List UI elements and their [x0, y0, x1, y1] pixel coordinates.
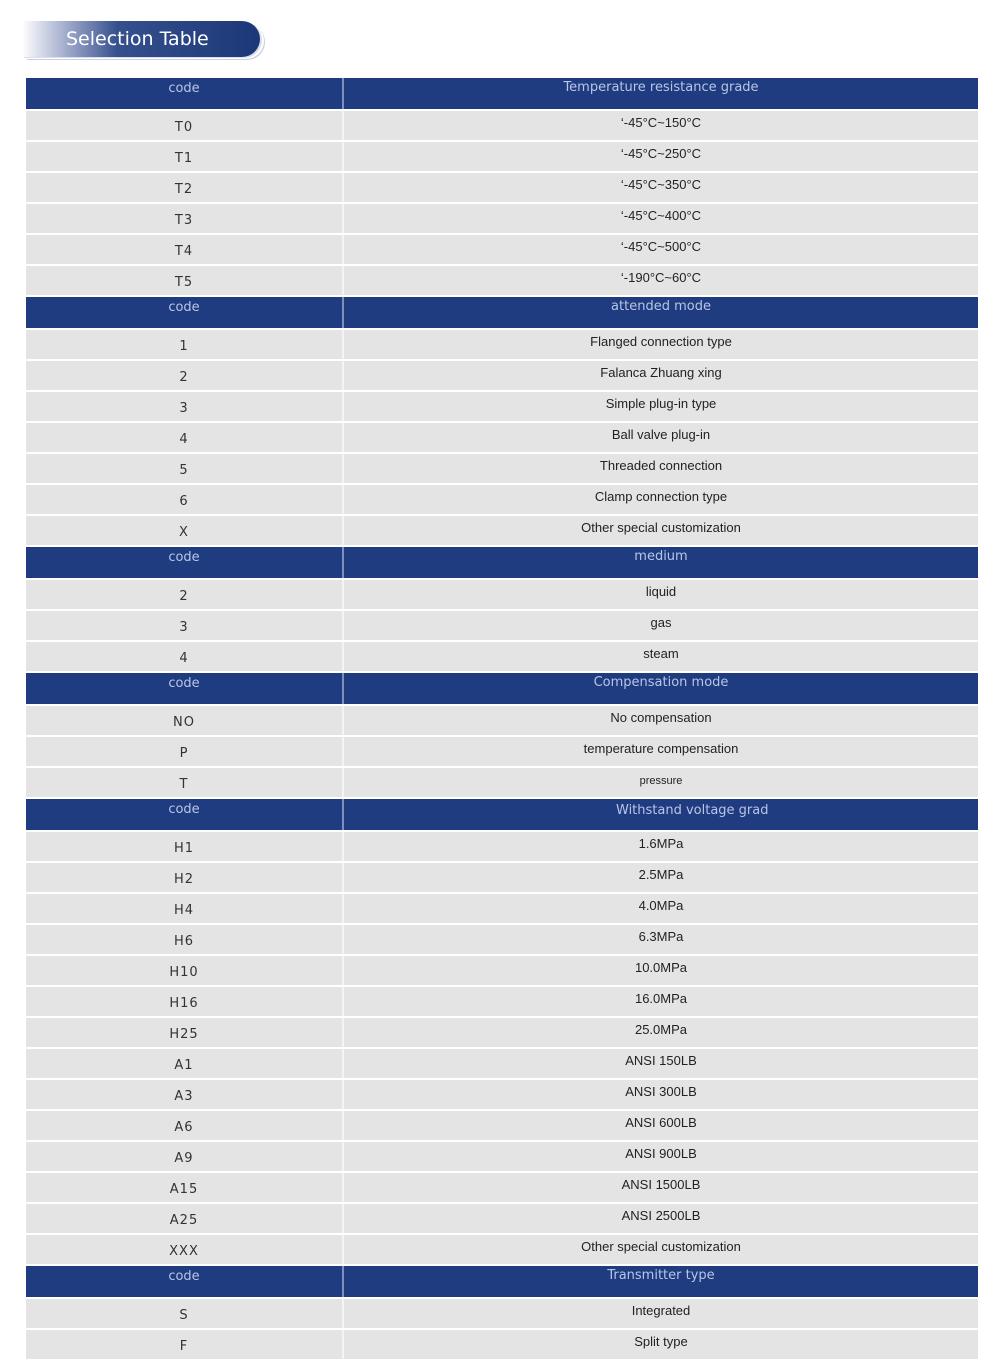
table-row	[26, 1330, 978, 1359]
row-value: Other special customization	[581, 1239, 741, 1254]
row-code: A3	[26, 1080, 344, 1109]
header-category-label: attended mode	[611, 299, 711, 314]
row-code: H1	[26, 832, 344, 861]
row-code: X	[26, 516, 344, 545]
row-code: H2	[26, 863, 344, 892]
header-category-label: Compensation mode	[593, 675, 729, 690]
row-code: 3	[26, 611, 344, 640]
row-value: ‘-190°C~60°C	[620, 270, 702, 285]
row-code: T	[26, 768, 344, 797]
table-row	[26, 925, 978, 954]
table-row	[26, 361, 978, 390]
row-value: Other special customization	[581, 520, 741, 535]
table-row	[26, 1173, 978, 1202]
table-row	[26, 1204, 978, 1233]
row-code: XXX	[26, 1235, 344, 1264]
row-code: 6	[26, 485, 344, 514]
header-category-label: Temperature resistance grade	[563, 80, 759, 95]
row-code: 4	[26, 423, 344, 452]
row-code: 2	[26, 580, 344, 609]
row-code: A15	[26, 1173, 344, 1202]
section-header	[26, 297, 978, 328]
header-category-label: Withstand voltage grad	[616, 803, 769, 818]
header-code-label: code	[26, 673, 344, 704]
row-value: No compensation	[610, 710, 712, 725]
row-value: ANSI 900LB	[625, 1146, 697, 1161]
table-row	[26, 266, 978, 295]
table-row	[26, 768, 978, 797]
table-row	[26, 1018, 978, 1047]
row-value: pressure	[639, 775, 683, 787]
row-value: ANSI 1500LB	[621, 1177, 701, 1192]
section-header	[26, 547, 978, 578]
row-value: Flanged connection type	[590, 334, 732, 349]
row-code: T2	[26, 173, 344, 202]
header-category-label: Transmitter type	[607, 1268, 715, 1283]
page-title: Selection Table	[66, 28, 209, 50]
table-row	[26, 173, 978, 202]
row-value: ‘-45°C~350°C	[620, 177, 702, 192]
table-row	[26, 392, 978, 421]
row-code: A25	[26, 1204, 344, 1233]
row-code: 2	[26, 361, 344, 390]
table-row	[26, 1049, 978, 1078]
table-row	[26, 142, 978, 171]
table-row	[26, 832, 978, 861]
row-value: 6.3MPa	[638, 929, 684, 944]
table-row	[26, 987, 978, 1016]
row-value: ‘-45°C~500°C	[620, 239, 702, 254]
row-code: P	[26, 737, 344, 766]
table-row	[26, 204, 978, 233]
table-row	[26, 1080, 978, 1109]
row-value: 4.0MPa	[638, 898, 684, 913]
row-value: ANSI 600LB	[625, 1115, 697, 1130]
section-header	[26, 78, 978, 109]
row-code: 1	[26, 330, 344, 359]
row-code: H25	[26, 1018, 344, 1047]
row-value: Ball valve plug-in	[611, 427, 711, 442]
table-row	[26, 706, 978, 735]
table-row	[26, 423, 978, 452]
row-code: 3	[26, 392, 344, 421]
selection-table	[26, 78, 978, 1361]
row-code: H10	[26, 956, 344, 985]
header-code-label: code	[26, 1266, 344, 1297]
row-code: A1	[26, 1049, 344, 1078]
table-row	[26, 894, 978, 923]
row-value: ANSI 150LB	[625, 1053, 697, 1068]
table-row	[26, 111, 978, 140]
table-row	[26, 1235, 978, 1264]
row-value: Clamp connection type	[594, 489, 728, 504]
row-value: 1.6MPa	[638, 836, 684, 851]
row-value: Integrated	[631, 1303, 691, 1318]
row-code: A6	[26, 1111, 344, 1140]
row-value: liquid	[645, 584, 677, 599]
row-code: H6	[26, 925, 344, 954]
row-code: T4	[26, 235, 344, 264]
row-value: 16.0MPa	[634, 991, 688, 1006]
row-value: ‘-45°C~150°C	[620, 115, 702, 130]
row-code: T5	[26, 266, 344, 295]
row-value: 2.5MPa	[638, 867, 684, 882]
header-code-label: code	[26, 547, 344, 578]
row-code: S	[26, 1299, 344, 1328]
row-value: 10.0MPa	[634, 960, 688, 975]
row-code: T0	[26, 111, 344, 140]
table-row	[26, 454, 978, 483]
table-row	[26, 485, 978, 514]
section-header	[26, 673, 978, 704]
row-value: ANSI 300LB	[625, 1084, 697, 1099]
table-row	[26, 1299, 978, 1328]
section-header	[26, 799, 978, 830]
row-value: gas	[650, 615, 672, 630]
row-value: temperature compensation	[583, 741, 739, 756]
row-code: H16	[26, 987, 344, 1016]
row-code: H4	[26, 894, 344, 923]
table-row	[26, 956, 978, 985]
table-row	[26, 1111, 978, 1140]
row-code: NO	[26, 706, 344, 735]
header-code-label: code	[26, 297, 344, 328]
row-value: ‘-45°C~250°C	[620, 146, 702, 161]
table-row	[26, 580, 978, 609]
row-code: F	[26, 1330, 344, 1359]
header-category-label: medium	[634, 549, 688, 564]
table-row	[26, 737, 978, 766]
table-row	[26, 642, 978, 671]
row-value: Split type	[634, 1334, 688, 1349]
row-value: ‘-45°C~400°C	[620, 208, 702, 223]
header-code-label: code	[26, 799, 344, 830]
table-row	[26, 516, 978, 545]
table-row	[26, 1142, 978, 1171]
selection-table-title-tab	[22, 21, 260, 57]
table-row	[26, 863, 978, 892]
table-row	[26, 611, 978, 640]
row-value: ANSI 2500LB	[621, 1208, 701, 1223]
table-row	[26, 235, 978, 264]
section-header	[26, 1266, 978, 1297]
row-value: steam	[643, 646, 679, 661]
row-value: 25.0MPa	[634, 1022, 688, 1037]
row-code: 5	[26, 454, 344, 483]
row-value: Falanca Zhuang xing	[600, 365, 722, 380]
row-code: T1	[26, 142, 344, 171]
row-code: T3	[26, 204, 344, 233]
table-row	[26, 330, 978, 359]
row-value: Threaded connection	[599, 458, 723, 473]
header-code-label: code	[26, 78, 344, 109]
row-code: A9	[26, 1142, 344, 1171]
row-value: Simple plug-in type	[605, 396, 717, 411]
row-code: 4	[26, 642, 344, 671]
